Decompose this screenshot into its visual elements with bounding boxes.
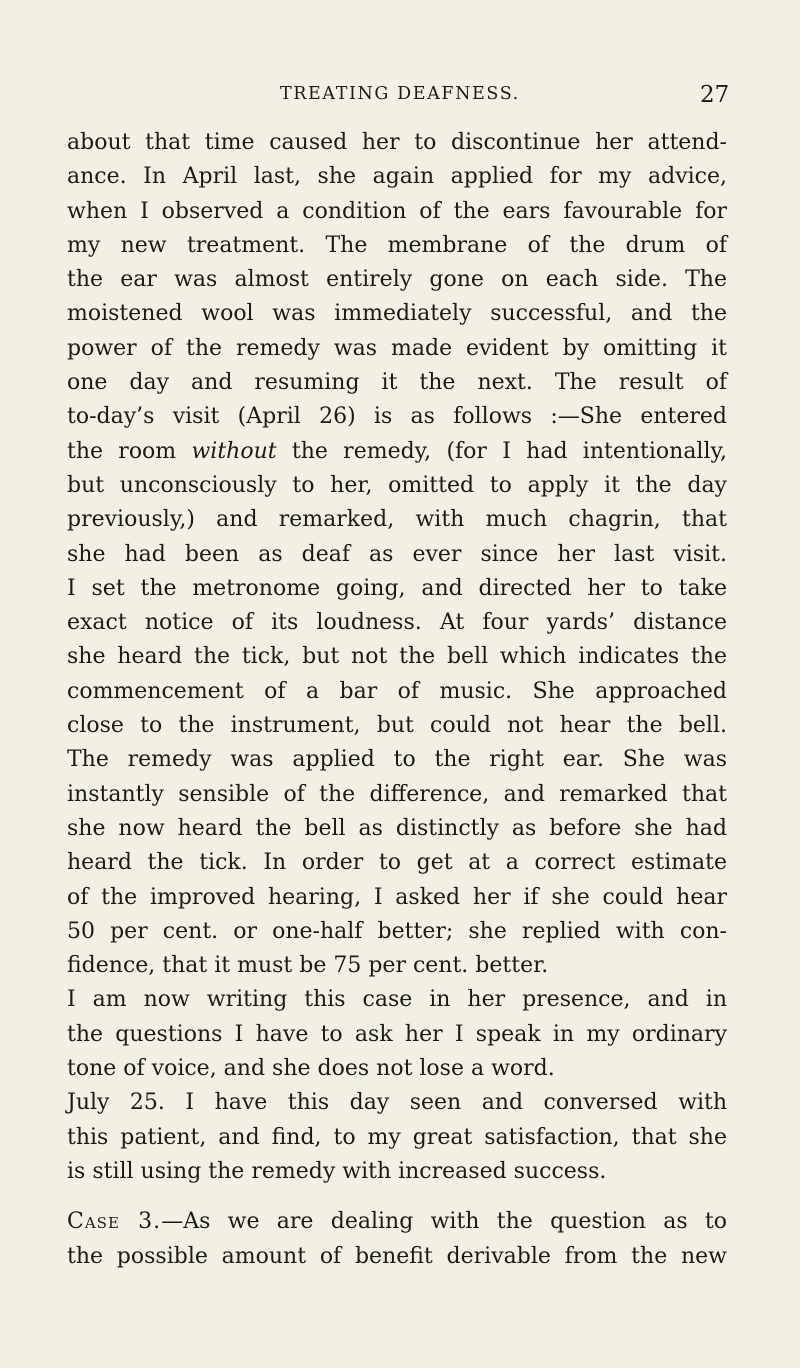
text-line: to-day’s visit (April 26) is as follows :—She entered — [67, 404, 727, 430]
text-line: tone of voice, and she does not lose a word. — [67, 1056, 555, 1082]
text-line: close to the instrument, but could not hear the bell. — [67, 713, 727, 739]
text-line: she had been as deaf as ever since her last visit. — [67, 541, 727, 567]
text-line: she now heard the bell as distinctly as before she had — [67, 815, 727, 841]
text-line: she heard the tick, but not the bell which indicates the — [67, 644, 727, 670]
text-line: of the improved hearing, I asked her if she could hear — [67, 884, 727, 910]
text-line: one day and resuming it the next. The result of — [67, 370, 727, 396]
text-line: I am now writing this case in her presence, and in — [67, 987, 727, 1013]
text-line: power of the remedy was made evident by omitting it — [67, 335, 727, 361]
text-line: but unconsciously to her, omitted to apply it the day — [67, 472, 727, 498]
running-head — [0, 84, 800, 114]
text-line: moistened wool was immediately successful, and the — [67, 301, 727, 327]
text-line: commencement of a bar of music. She approached — [67, 678, 727, 704]
text-line: ance. In April last, she again applied for my advice, — [67, 164, 727, 190]
emphasis-without: without — [191, 438, 277, 464]
body-text — [67, 126, 727, 1274]
case-heading: Case 3. — [67, 1209, 162, 1235]
text-line: instantly sensible of the difference, and remarked that — [67, 781, 727, 807]
text-line: my new treatment. The membrane of the drum of — [67, 232, 727, 258]
text-line: exact notice of its loudness. At four yards’ distance — [67, 610, 727, 636]
running-title: TREATING DEAFNESS. — [280, 84, 520, 104]
page-number: 27 — [700, 82, 730, 108]
text-line: I set the metronome going, and directed her to take — [67, 575, 727, 601]
line-end: the remedy, (for I had intentionally, — [291, 438, 728, 464]
text-line: the possible amount of benefit derivable from the new — [67, 1243, 727, 1269]
text-line: heard the tick. In order to get at a correct estimate — [67, 850, 727, 876]
line-start: the room — [67, 438, 177, 464]
text-line: previously,) and remarked, with much chagrin, that — [67, 507, 727, 533]
text-line: when I observed a condition of the ears favourable for — [67, 198, 727, 224]
line-end: —As we are dealing with the question as to — [161, 1209, 728, 1235]
text-line: The remedy was applied to the right ear. She was — [67, 747, 727, 773]
text-line — [67, 1205, 727, 1239]
text-line: July 25. I have this day seen and conversed with — [67, 1090, 727, 1116]
text-line: is still using the remedy with increased success. — [67, 1158, 607, 1184]
text-line: the questions I have to ask her I speak in my ordinary — [67, 1021, 727, 1047]
text-line — [67, 435, 727, 469]
text-line: fidence, that it must be 75 per cent. better. — [67, 953, 549, 979]
text-line: the ear was almost entirely gone on each side. The — [67, 267, 727, 293]
text-line: about that time caused her to discontinue her attend- — [67, 130, 727, 155]
text-line: this patient, and find, to my great satisfaction, that she — [67, 1124, 727, 1150]
text-line: 50 per cent. or one-half better; she replied with con- — [67, 918, 727, 944]
